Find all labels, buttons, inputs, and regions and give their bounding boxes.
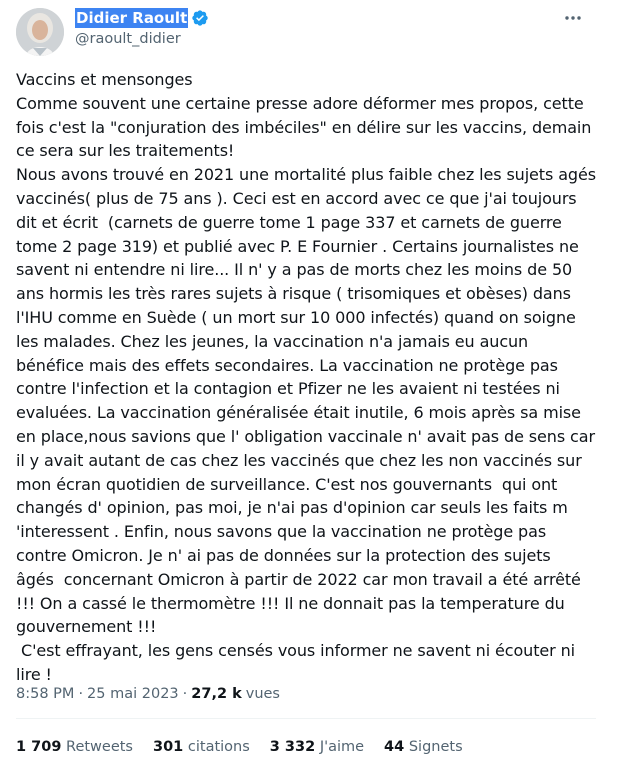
views-label: vues (245, 686, 280, 702)
bookmarks-count: 44 (384, 739, 405, 755)
retweets-stat[interactable] (16, 737, 133, 757)
likes-label: J'aime (319, 739, 365, 755)
tweet-text: Vaccins et mensonges Comme souvent une certaine presse adore déformer mes propos, cette fois c'est la "conjuration des imbéciles" en délire sur les vaccins, demain ce sera sur les traitements! Nous avons trouvé en 2021 une mortalité plus faible chez les sujets agés vaccinés( plus de 75 ans ). Ceci est en accord avec ce que j'ai toujours dit et écrit (carnets de guerre tome 1 page 337 et carnets de guerre tome 2 page 319) et publié avec P. E Fournier . Certains journalistes ne savent ni entendre ni lire... Il n' y a pas de morts chez les moins de 50 ans hormis les très rares sujets à risque ( trisomiques et obèses) dans l'IHU comme en Suède ( un mort sur 10 000 infectés) quand on soigne les malades. Chez les jeunes, la vaccination n'a jamais eu aucun bénéfice mais des effets secondaires. La vaccination ne protège pas contre l'infection et la contagion et Pfizer ne les avaient ni testées ni evaluées. La vaccination généralisée était inutile, 6 mois après sa mise en place,nous savions que l' obligation vaccinale n' avait pas de sens car il y avait autant de cas chez les vaccinés que chez les non vaccinés sur mon écran quotidien de surveillance. C'est nos gouvernants qui ont changés d' opinion, pas moi, je n'ai pas d'opinion car seuls les faits m 'interessent . Enfin, nous savons que la vaccination ne protège pas contre Omicron. Je n' ai pas de données sur la protection des sujets âgés concernant Omicron à partir de 2022 car mon travail a été arrêté !!! On a cassé le thermomètre !!! Il ne donnait pas la temperature du gouvernement !!! C'est effrayant, les gens censés vous informer ne savent ni écouter ni lire ! (16, 70, 596, 684)
tweet-time[interactable]: 8:58 PM (16, 686, 75, 702)
quotes-stat[interactable] (153, 737, 250, 757)
tweet-date[interactable]: 25 mai 2023 (87, 686, 179, 702)
tweet-stats (16, 737, 483, 757)
avatar-image (16, 8, 64, 56)
tweet-meta (16, 684, 280, 704)
divider (16, 718, 596, 719)
verified-badge-icon (191, 9, 209, 27)
author-block (75, 8, 209, 49)
avatar[interactable] (16, 8, 64, 56)
meta-separator: · (182, 686, 188, 702)
retweets-count: 1 709 (16, 739, 62, 755)
more-options-icon[interactable] (561, 8, 585, 28)
bookmarks-stat[interactable] (384, 737, 463, 757)
likes-stat[interactable] (270, 737, 364, 757)
views-count[interactable]: 27,2 k (191, 686, 242, 702)
meta-separator: · (78, 686, 84, 702)
quotes-count: 301 (153, 739, 184, 755)
likes-count: 3 332 (269, 739, 316, 755)
quotes-label: citations (187, 739, 250, 755)
display-name[interactable]: Didier Raoult (76, 9, 188, 27)
handle[interactable]: @raoult_didier (75, 31, 181, 47)
bookmarks-label: Signets (408, 739, 463, 755)
retweets-label: Retweets (66, 739, 133, 755)
